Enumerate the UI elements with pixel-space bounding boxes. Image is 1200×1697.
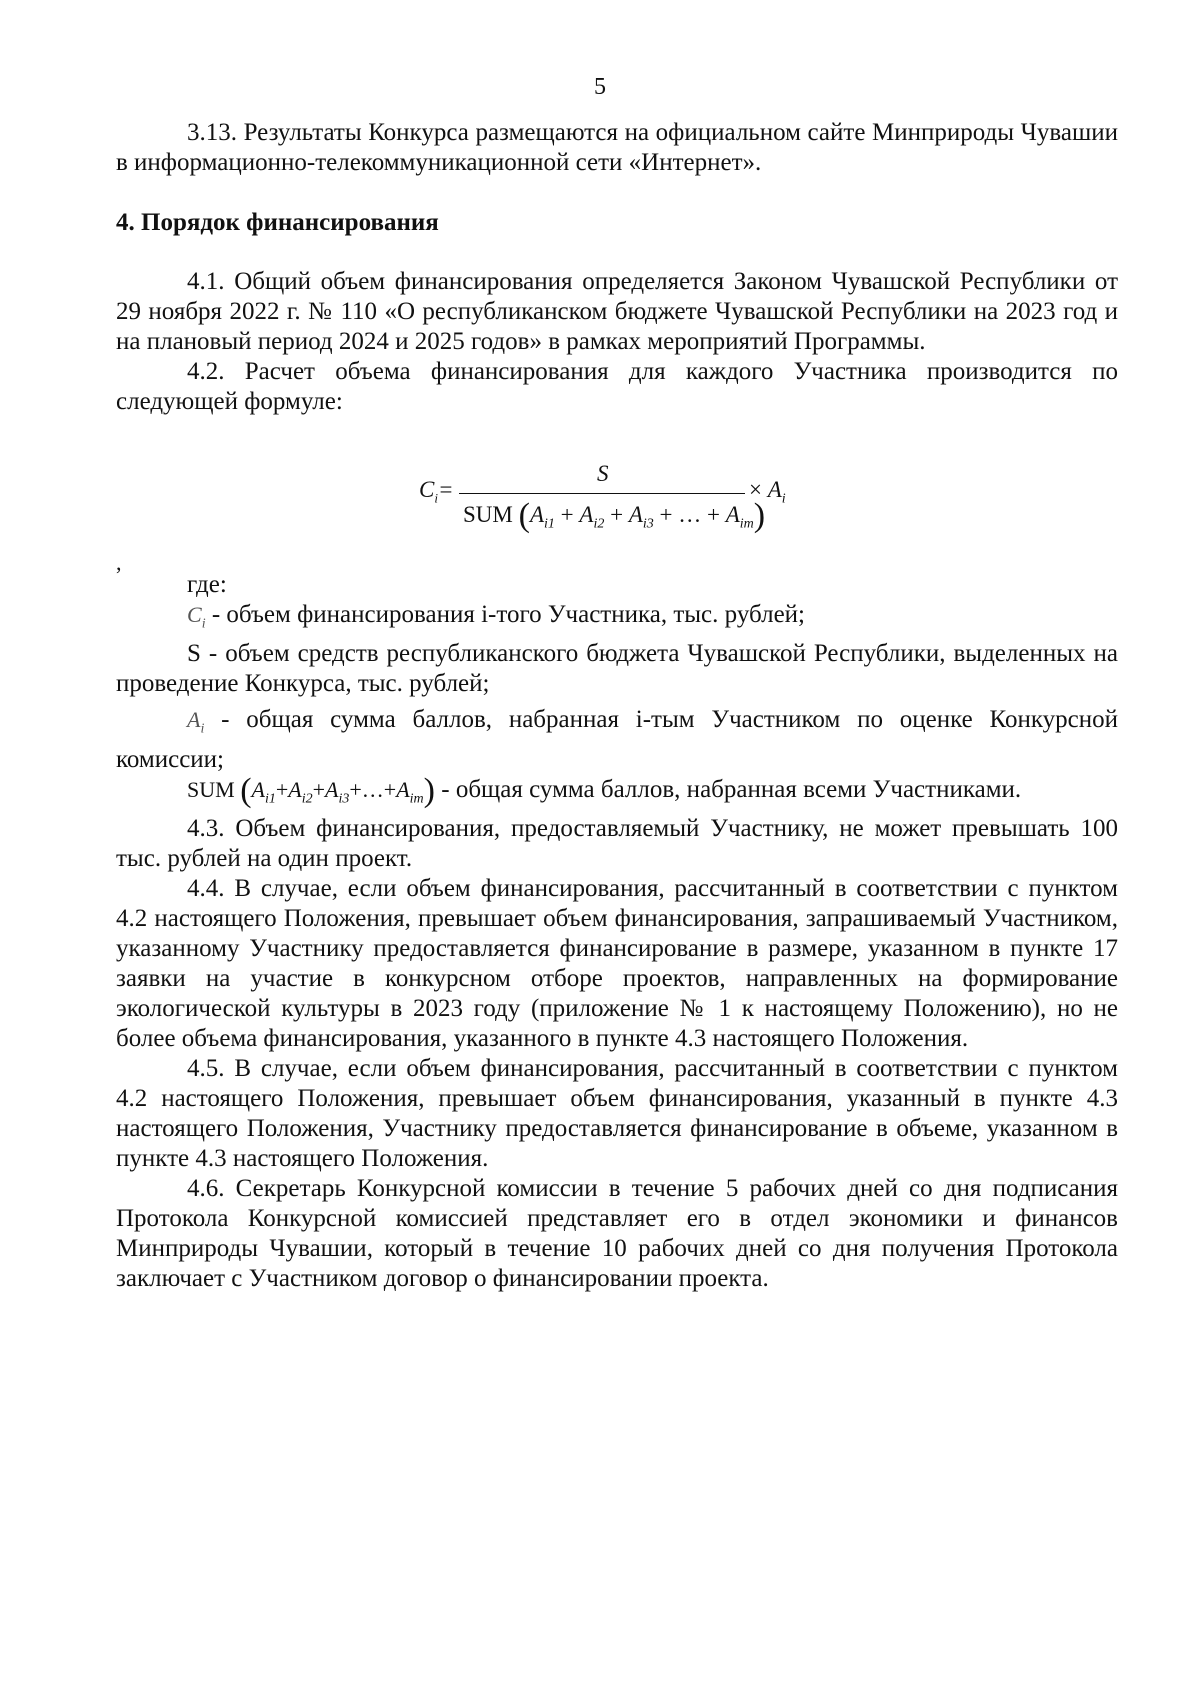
paragraph-4-6: 4.6. Секретарь Конкурсной комиссии в течение 5 рабочих дней со дня подписания Протокола Конкурсной комиссией представляет его в отдел экономики и финансов Минприроды Чувашии, который в течение 10 рабочих дней со дня получения Протокола заключает с Участником договор о финансировании проекта. [116, 1175, 1118, 1293]
formula-comma: , [116, 550, 122, 575]
definition-ci: $C_i$ - объем финансирования i-того Участника, тыс. рублей; [187, 601, 805, 632]
definition-s: S - объем средств республиканского бюджета Чувашской Республики, выделенных на проведение Конкурса, тыс. рублей; [116, 640, 1118, 698]
definitions-and-rest [116, 570, 1118, 1294]
document-body [116, 0, 1118, 417]
paragraph-4-1: 4.1. Общий объем финансирования определяется Законом Чувашской Республики от 29 ноября 2022 г. № 110 «О республиканском бюджете Чувашской Республики на 2023 год и на плановый период 2024 и 2025 годов» в рамках мероприятий Программы. [116, 268, 1118, 355]
definition-ai: $A_i$ - общая сумма баллов, набранная i-тым Участником по оценке Конкурсной комиссии; [116, 706, 1118, 773]
where-label: где: [187, 571, 227, 598]
paragraph-4-5: 4.5. В случае, если объем финансирования, рассчитанный в соответствии с пунктом 4.2 настоящего Положения, превышает объем финансирования, указанный в пункте 4.3 настоящего Положения, Участнику предоставляется финансирование в объеме, указанном в пункте 4.3 настоящего Положения. [116, 1055, 1118, 1173]
formula-denominator: SUM ($A_{i1} + A_{i2} + A_{i3}$ + … + $A_{im}$) [463, 497, 766, 534]
fraction-bar [459, 493, 745, 494]
financing-formula [419, 463, 819, 543]
formula-multiplier: × $A_i$ [749, 477, 786, 507]
paragraph-4-3: 4.3. Объем финансирования, предоставляемый Участнику, не может превышать 100 тыс. рублей на один проект. [116, 815, 1118, 873]
paragraph-4-2: 4.2. Расчет объема финансирования для каждого Участника производится по следующей формуле: [116, 358, 1118, 415]
formula-lhs: $C_i=$ [419, 477, 454, 506]
paragraph-3-13: 3.13. Результаты Конкурса размещаются на официальном сайте Минприроды Чувашии в информационно-телекоммуникационной сети «Интернет». [116, 119, 1118, 176]
section-heading: 4. Порядок финансирования [116, 209, 439, 236]
formula-numerator: S [597, 461, 609, 486]
page-number: 5 [594, 74, 606, 100]
paragraph-4-4: 4.4. В случае, если объем финансирования, рассчитанный в соответствии с пунктом 4.2 настоящего Положения, превышает объем финансирования, запрашиваемый Участником, указанному Участнику предоставляется финансирование в размере, указанном в пункте 17 заявки на участие в конкурсном отборе проектов, направленных на формирование экологической культуры в 2023 году (приложение № 1 к настоящему Положению), но не более объема финансирования, указанного в пункте 4.3 настоящего Положения. [116, 875, 1118, 1053]
definition-sum: SUM $(A_{i1}+A_{i2}+A_{i3}+\dots+A_{im})$ - общая сумма баллов, набранная всеми Участниками. [187, 771, 1022, 809]
